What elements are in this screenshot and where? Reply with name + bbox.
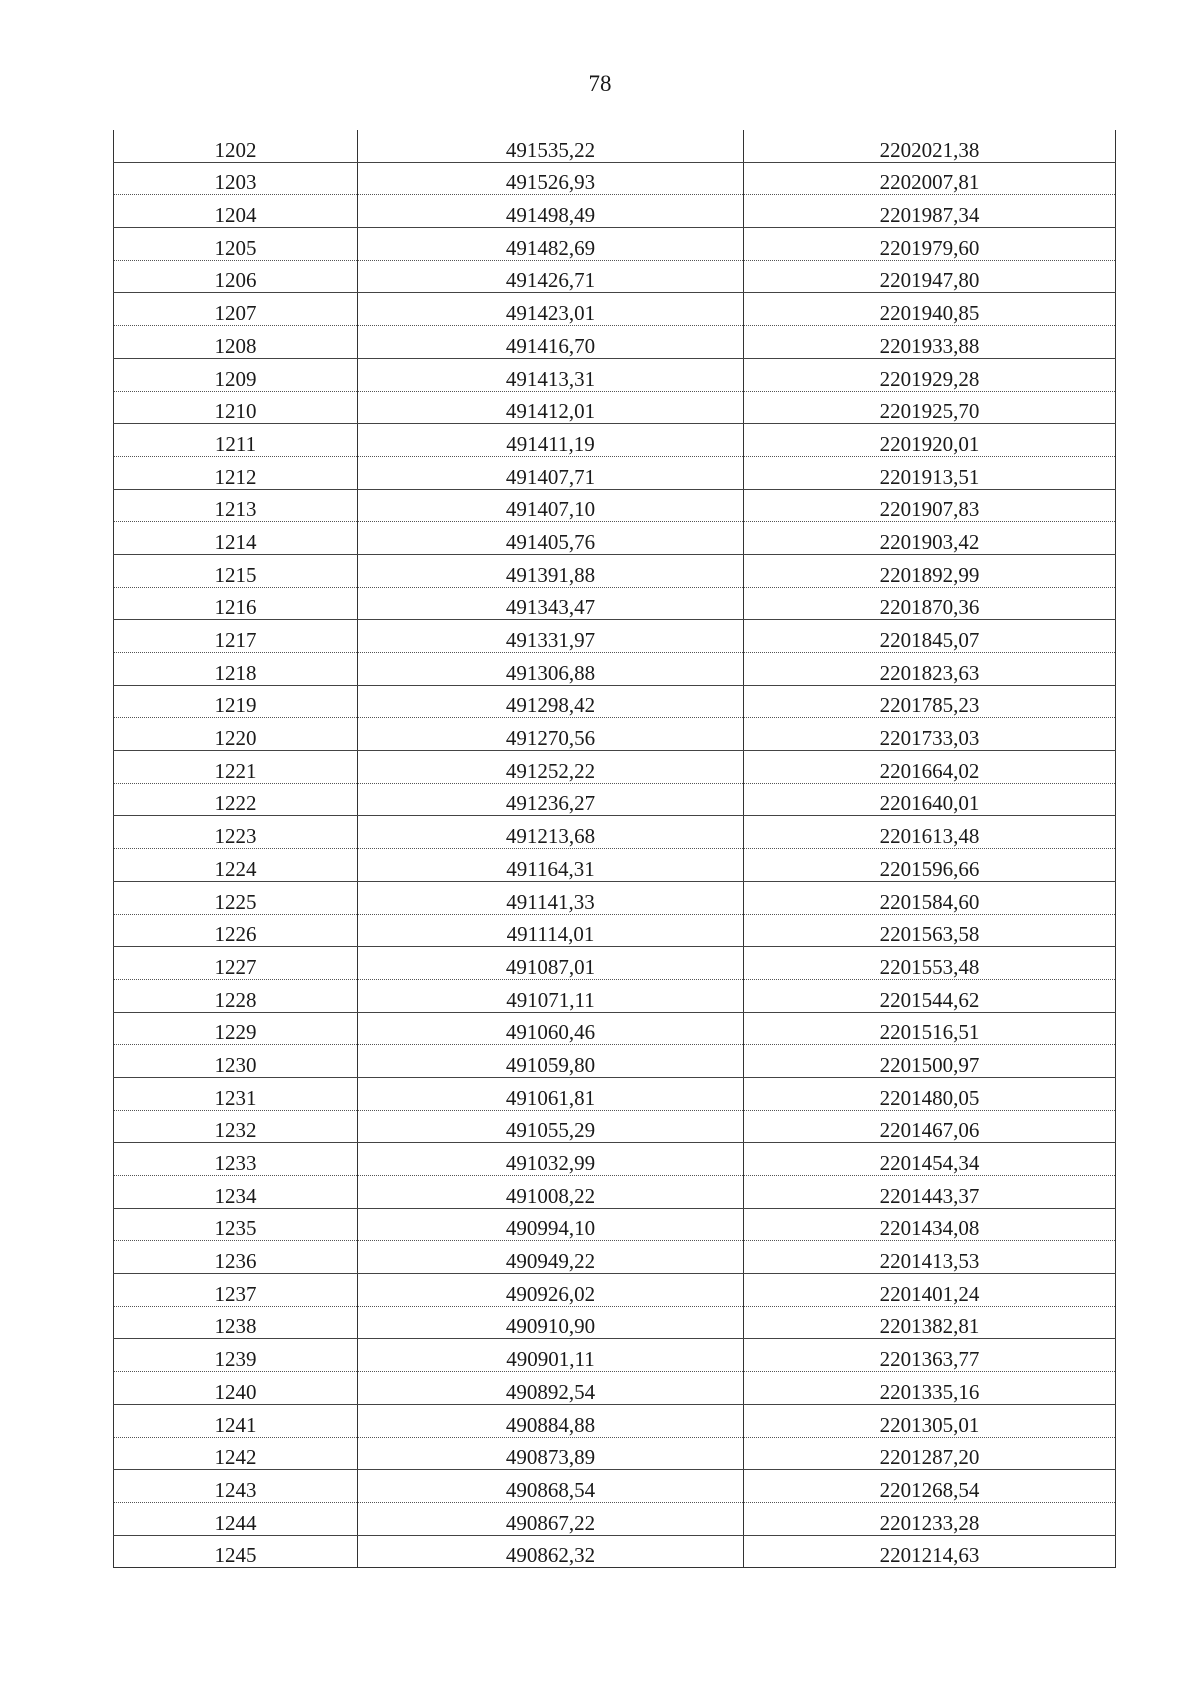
- page-number: 78: [588, 71, 612, 96]
- y-coordinate-cell: 2201947,80: [744, 260, 1116, 293]
- x-coordinate-cell: 491236,27: [358, 783, 744, 816]
- x-coordinate-cell: 491060,46: [358, 1012, 744, 1045]
- coordinates-table: [113, 130, 1116, 1568]
- point-number-cell: 1225: [114, 881, 358, 914]
- y-coordinate-cell: 2201563,58: [744, 914, 1116, 947]
- y-coordinate-cell: 2201613,48: [744, 816, 1116, 849]
- table-row: [114, 293, 1116, 326]
- y-coordinate-cell: 2201920,01: [744, 424, 1116, 457]
- x-coordinate-cell: 491407,10: [358, 489, 744, 522]
- table-row: [114, 1502, 1116, 1535]
- table-row: [114, 554, 1116, 587]
- x-coordinate-cell: 490873,89: [358, 1437, 744, 1470]
- point-number-cell: 1221: [114, 751, 358, 784]
- y-coordinate-cell: 2201454,34: [744, 1143, 1116, 1176]
- y-coordinate-cell: 2201933,88: [744, 326, 1116, 359]
- point-number-cell: 1218: [114, 653, 358, 686]
- y-coordinate-cell: 2201940,85: [744, 293, 1116, 326]
- x-coordinate-cell: 491141,33: [358, 881, 744, 914]
- y-coordinate-cell: 2201553,48: [744, 947, 1116, 980]
- y-coordinate-cell: 2201305,01: [744, 1404, 1116, 1437]
- table-row: [114, 228, 1116, 261]
- point-number-cell: 1239: [114, 1339, 358, 1372]
- point-number-cell: 1204: [114, 195, 358, 228]
- y-coordinate-cell: 2201892,99: [744, 554, 1116, 587]
- point-number-cell: 1234: [114, 1176, 358, 1209]
- point-number-cell: 1229: [114, 1012, 358, 1045]
- x-coordinate-cell: 491331,97: [358, 620, 744, 653]
- point-number-cell: 1208: [114, 326, 358, 359]
- table-row: [114, 587, 1116, 620]
- y-coordinate-cell: 2201925,70: [744, 391, 1116, 424]
- point-number-cell: 1242: [114, 1437, 358, 1470]
- x-coordinate-cell: 490884,88: [358, 1404, 744, 1437]
- point-number-cell: 1240: [114, 1372, 358, 1405]
- y-coordinate-cell: 2201443,37: [744, 1176, 1116, 1209]
- table-row: [114, 1045, 1116, 1078]
- table-row: [114, 751, 1116, 784]
- x-coordinate-cell: 491213,68: [358, 816, 744, 849]
- point-number-cell: 1226: [114, 914, 358, 947]
- table-row: [114, 1274, 1116, 1307]
- point-number-cell: 1222: [114, 783, 358, 816]
- x-coordinate-cell: 491498,49: [358, 195, 744, 228]
- table-row: [114, 849, 1116, 882]
- table-row: [114, 783, 1116, 816]
- x-coordinate-cell: 490949,22: [358, 1241, 744, 1274]
- y-coordinate-cell: 2201335,16: [744, 1372, 1116, 1405]
- table-row: [114, 130, 1116, 162]
- table-row: [114, 1404, 1116, 1437]
- table-row: [114, 1535, 1116, 1568]
- table-row: [114, 1143, 1116, 1176]
- point-number-cell: 1236: [114, 1241, 358, 1274]
- table-row: [114, 1176, 1116, 1209]
- point-number-cell: 1207: [114, 293, 358, 326]
- table-row: [114, 195, 1116, 228]
- x-coordinate-cell: 491426,71: [358, 260, 744, 293]
- point-number-cell: 1216: [114, 587, 358, 620]
- table-row: [114, 653, 1116, 686]
- y-coordinate-cell: 2201544,62: [744, 979, 1116, 1012]
- x-coordinate-cell: 491482,69: [358, 228, 744, 261]
- point-number-cell: 1243: [114, 1470, 358, 1503]
- point-number-cell: 1205: [114, 228, 358, 261]
- y-coordinate-cell: 2201467,06: [744, 1110, 1116, 1143]
- x-coordinate-cell: 491416,70: [358, 326, 744, 359]
- y-coordinate-cell: 2201233,28: [744, 1502, 1116, 1535]
- x-coordinate-cell: 491535,22: [358, 130, 744, 162]
- table-row: [114, 456, 1116, 489]
- point-number-cell: 1244: [114, 1502, 358, 1535]
- x-coordinate-cell: 490901,11: [358, 1339, 744, 1372]
- y-coordinate-cell: 2201214,63: [744, 1535, 1116, 1568]
- x-coordinate-cell: 491061,81: [358, 1077, 744, 1110]
- x-coordinate-cell: 491343,47: [358, 587, 744, 620]
- point-number-cell: 1228: [114, 979, 358, 1012]
- point-number-cell: 1206: [114, 260, 358, 293]
- x-coordinate-cell: 491526,93: [358, 162, 744, 195]
- point-number-cell: 1209: [114, 358, 358, 391]
- y-coordinate-cell: 2201584,60: [744, 881, 1116, 914]
- x-coordinate-cell: 491087,01: [358, 947, 744, 980]
- table-row: [114, 1012, 1116, 1045]
- x-coordinate-cell: 491270,56: [358, 718, 744, 751]
- table-row: [114, 685, 1116, 718]
- x-coordinate-cell: 491114,01: [358, 914, 744, 947]
- table-row: [114, 1437, 1116, 1470]
- x-coordinate-cell: 491071,11: [358, 979, 744, 1012]
- y-coordinate-cell: 2201664,02: [744, 751, 1116, 784]
- point-number-cell: 1211: [114, 424, 358, 457]
- y-coordinate-cell: 2201287,20: [744, 1437, 1116, 1470]
- point-number-cell: 1217: [114, 620, 358, 653]
- x-coordinate-cell: 490926,02: [358, 1274, 744, 1307]
- y-coordinate-cell: 2202021,38: [744, 130, 1116, 162]
- x-coordinate-cell: 491407,71: [358, 456, 744, 489]
- y-coordinate-cell: 2201401,24: [744, 1274, 1116, 1307]
- point-number-cell: 1245: [114, 1535, 358, 1568]
- x-coordinate-cell: 491055,29: [358, 1110, 744, 1143]
- y-coordinate-cell: 2201413,53: [744, 1241, 1116, 1274]
- table-row: [114, 1339, 1116, 1372]
- table-row: [114, 718, 1116, 751]
- point-number-cell: 1230: [114, 1045, 358, 1078]
- point-number-cell: 1241: [114, 1404, 358, 1437]
- point-number-cell: 1203: [114, 162, 358, 195]
- point-number-cell: 1215: [114, 554, 358, 587]
- x-coordinate-cell: 491423,01: [358, 293, 744, 326]
- point-number-cell: 1212: [114, 456, 358, 489]
- table-row: [114, 1470, 1116, 1503]
- table-row: [114, 489, 1116, 522]
- x-coordinate-cell: 491391,88: [358, 554, 744, 587]
- y-coordinate-cell: 2201516,51: [744, 1012, 1116, 1045]
- y-coordinate-cell: 2201268,54: [744, 1470, 1116, 1503]
- table-row: [114, 816, 1116, 849]
- point-number-cell: 1231: [114, 1077, 358, 1110]
- table-row: [114, 620, 1116, 653]
- point-number-cell: 1219: [114, 685, 358, 718]
- point-number-cell: 1220: [114, 718, 358, 751]
- x-coordinate-cell: 491405,76: [358, 522, 744, 555]
- y-coordinate-cell: 2201913,51: [744, 456, 1116, 489]
- x-coordinate-cell: 490867,22: [358, 1502, 744, 1535]
- x-coordinate-cell: 491413,31: [358, 358, 744, 391]
- x-coordinate-cell: 491306,88: [358, 653, 744, 686]
- y-coordinate-cell: 2201979,60: [744, 228, 1116, 261]
- y-coordinate-cell: 2201845,07: [744, 620, 1116, 653]
- table-row: [114, 914, 1116, 947]
- y-coordinate-cell: 2201733,03: [744, 718, 1116, 751]
- y-coordinate-cell: 2201823,63: [744, 653, 1116, 686]
- y-coordinate-cell: 2201480,05: [744, 1077, 1116, 1110]
- x-coordinate-cell: 490892,54: [358, 1372, 744, 1405]
- point-number-cell: 1214: [114, 522, 358, 555]
- x-coordinate-cell: 491164,31: [358, 849, 744, 882]
- y-coordinate-cell: 2201987,34: [744, 195, 1116, 228]
- x-coordinate-cell: 491032,99: [358, 1143, 744, 1176]
- table-row: [114, 522, 1116, 555]
- y-coordinate-cell: 2201785,23: [744, 685, 1116, 718]
- table-row: [114, 162, 1116, 195]
- point-number-cell: 1223: [114, 816, 358, 849]
- y-coordinate-cell: 2201596,66: [744, 849, 1116, 882]
- point-number-cell: 1202: [114, 130, 358, 162]
- point-number-cell: 1227: [114, 947, 358, 980]
- y-coordinate-cell: 2201903,42: [744, 522, 1116, 555]
- point-number-cell: 1224: [114, 849, 358, 882]
- coordinates-table-body: [114, 130, 1116, 1568]
- table-row: [114, 1077, 1116, 1110]
- x-coordinate-cell: 490862,32: [358, 1535, 744, 1568]
- point-number-cell: 1233: [114, 1143, 358, 1176]
- y-coordinate-cell: 2201363,77: [744, 1339, 1116, 1372]
- table-row: [114, 1306, 1116, 1339]
- table-row: [114, 947, 1116, 980]
- y-coordinate-cell: 2201870,36: [744, 587, 1116, 620]
- table-row: [114, 881, 1116, 914]
- x-coordinate-cell: 491252,22: [358, 751, 744, 784]
- table-row: [114, 326, 1116, 359]
- point-number-cell: 1232: [114, 1110, 358, 1143]
- x-coordinate-cell: 490910,90: [358, 1306, 744, 1339]
- y-coordinate-cell: 2201382,81: [744, 1306, 1116, 1339]
- table-row: [114, 1110, 1116, 1143]
- x-coordinate-cell: 491008,22: [358, 1176, 744, 1209]
- table-row: [114, 1372, 1116, 1405]
- table-row: [114, 1208, 1116, 1241]
- x-coordinate-cell: 491298,42: [358, 685, 744, 718]
- point-number-cell: 1213: [114, 489, 358, 522]
- table-row: [114, 358, 1116, 391]
- x-coordinate-cell: 491411,19: [358, 424, 744, 457]
- point-number-cell: 1237: [114, 1274, 358, 1307]
- y-coordinate-cell: 2201929,28: [744, 358, 1116, 391]
- table-row: [114, 260, 1116, 293]
- y-coordinate-cell: 2202007,81: [744, 162, 1116, 195]
- y-coordinate-cell: 2201640,01: [744, 783, 1116, 816]
- x-coordinate-cell: 491412,01: [358, 391, 744, 424]
- point-number-cell: 1238: [114, 1306, 358, 1339]
- table-row: [114, 1241, 1116, 1274]
- table-row: [114, 391, 1116, 424]
- x-coordinate-cell: 491059,80: [358, 1045, 744, 1078]
- point-number-cell: 1210: [114, 391, 358, 424]
- table-row: [114, 979, 1116, 1012]
- table-row: [114, 424, 1116, 457]
- y-coordinate-cell: 2201907,83: [744, 489, 1116, 522]
- y-coordinate-cell: 2201500,97: [744, 1045, 1116, 1078]
- point-number-cell: 1235: [114, 1208, 358, 1241]
- y-coordinate-cell: 2201434,08: [744, 1208, 1116, 1241]
- x-coordinate-cell: 490994,10: [358, 1208, 744, 1241]
- x-coordinate-cell: 490868,54: [358, 1470, 744, 1503]
